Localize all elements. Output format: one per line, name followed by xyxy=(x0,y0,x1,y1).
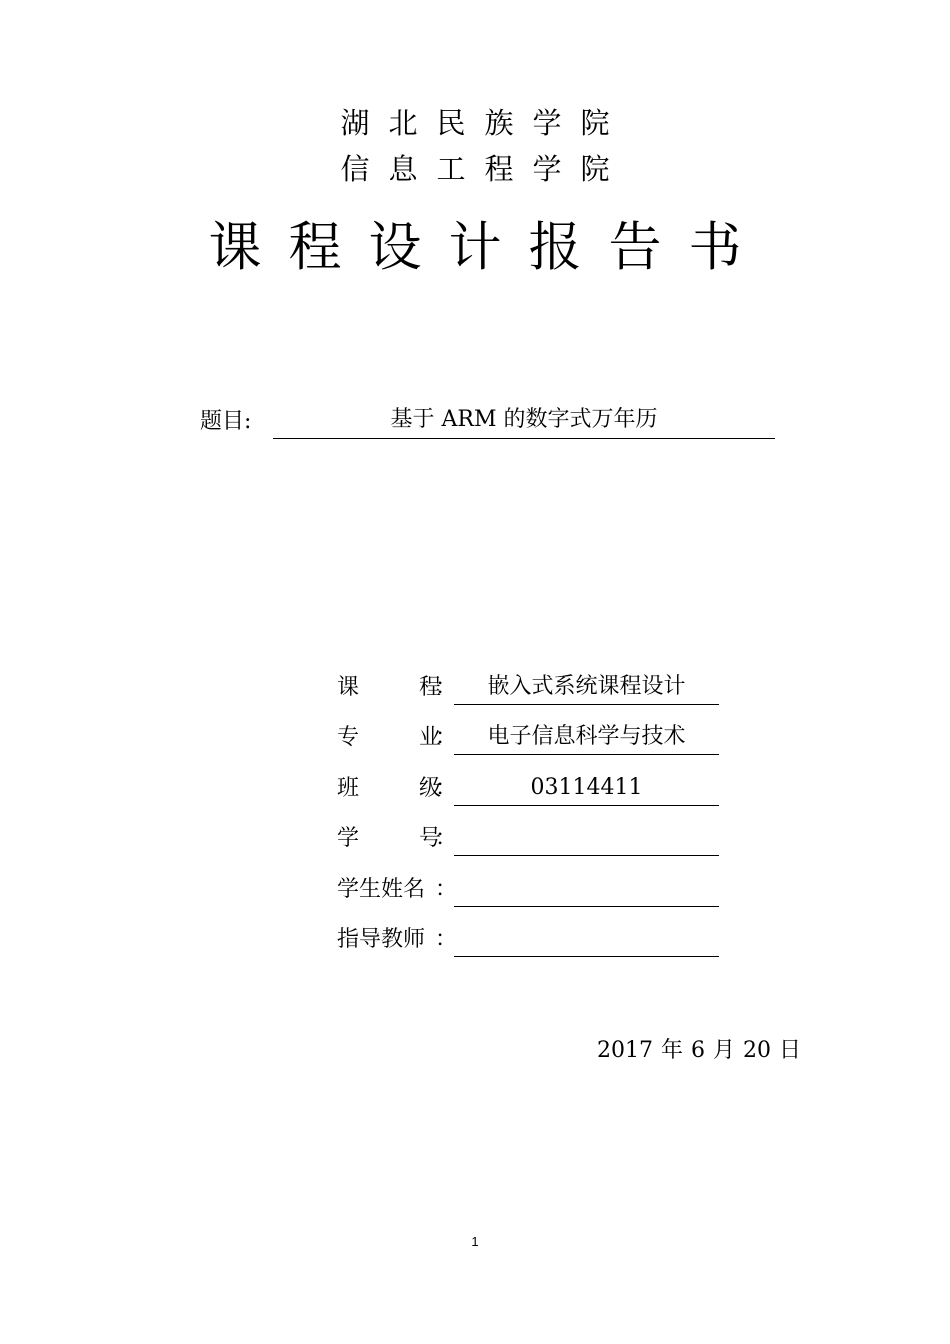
page-number: 1 xyxy=(471,1234,479,1249)
date-year: 2017 xyxy=(597,1038,653,1063)
info-colon: ： xyxy=(435,776,458,801)
report-date xyxy=(597,1034,809,1068)
date-month: 6 xyxy=(691,1038,706,1063)
info-label: 学 号 xyxy=(337,826,441,851)
info-value-major: 电子信息科学与技术 xyxy=(454,720,719,755)
university-name: 湖北民族学院 xyxy=(340,106,629,140)
info-value-student-name xyxy=(454,872,719,907)
info-colon: ： xyxy=(435,675,458,700)
date-day-unit: 日 xyxy=(779,1038,802,1063)
info-label: 专 业 xyxy=(337,725,441,750)
topic-value: 基于 ARM 的数字式万年历 xyxy=(273,402,775,439)
info-value-course: 嵌入式系统课程设计 xyxy=(454,670,719,705)
date-day: 20 xyxy=(743,1038,772,1063)
info-colon: ： xyxy=(435,826,458,851)
info-colon: ： xyxy=(435,927,458,952)
date-year-unit: 年 xyxy=(661,1038,684,1063)
info-colon: ： xyxy=(435,877,458,902)
info-label: 学生姓名 xyxy=(337,877,426,902)
info-value-class: 03114411 xyxy=(454,771,719,806)
info-label: 指导教师 xyxy=(337,927,426,952)
info-label: 课 程 xyxy=(337,675,441,700)
info-value-advisor xyxy=(454,922,719,957)
info-colon: ： xyxy=(435,725,458,750)
info-label: 班 级 xyxy=(337,776,441,801)
college-name: 信息工程学院 xyxy=(340,152,629,186)
document-title: 课程设计报告书 xyxy=(208,217,769,278)
info-value-student-id xyxy=(454,821,719,856)
date-month-unit: 月 xyxy=(713,1038,736,1063)
topic-label: 题目: xyxy=(200,409,252,434)
